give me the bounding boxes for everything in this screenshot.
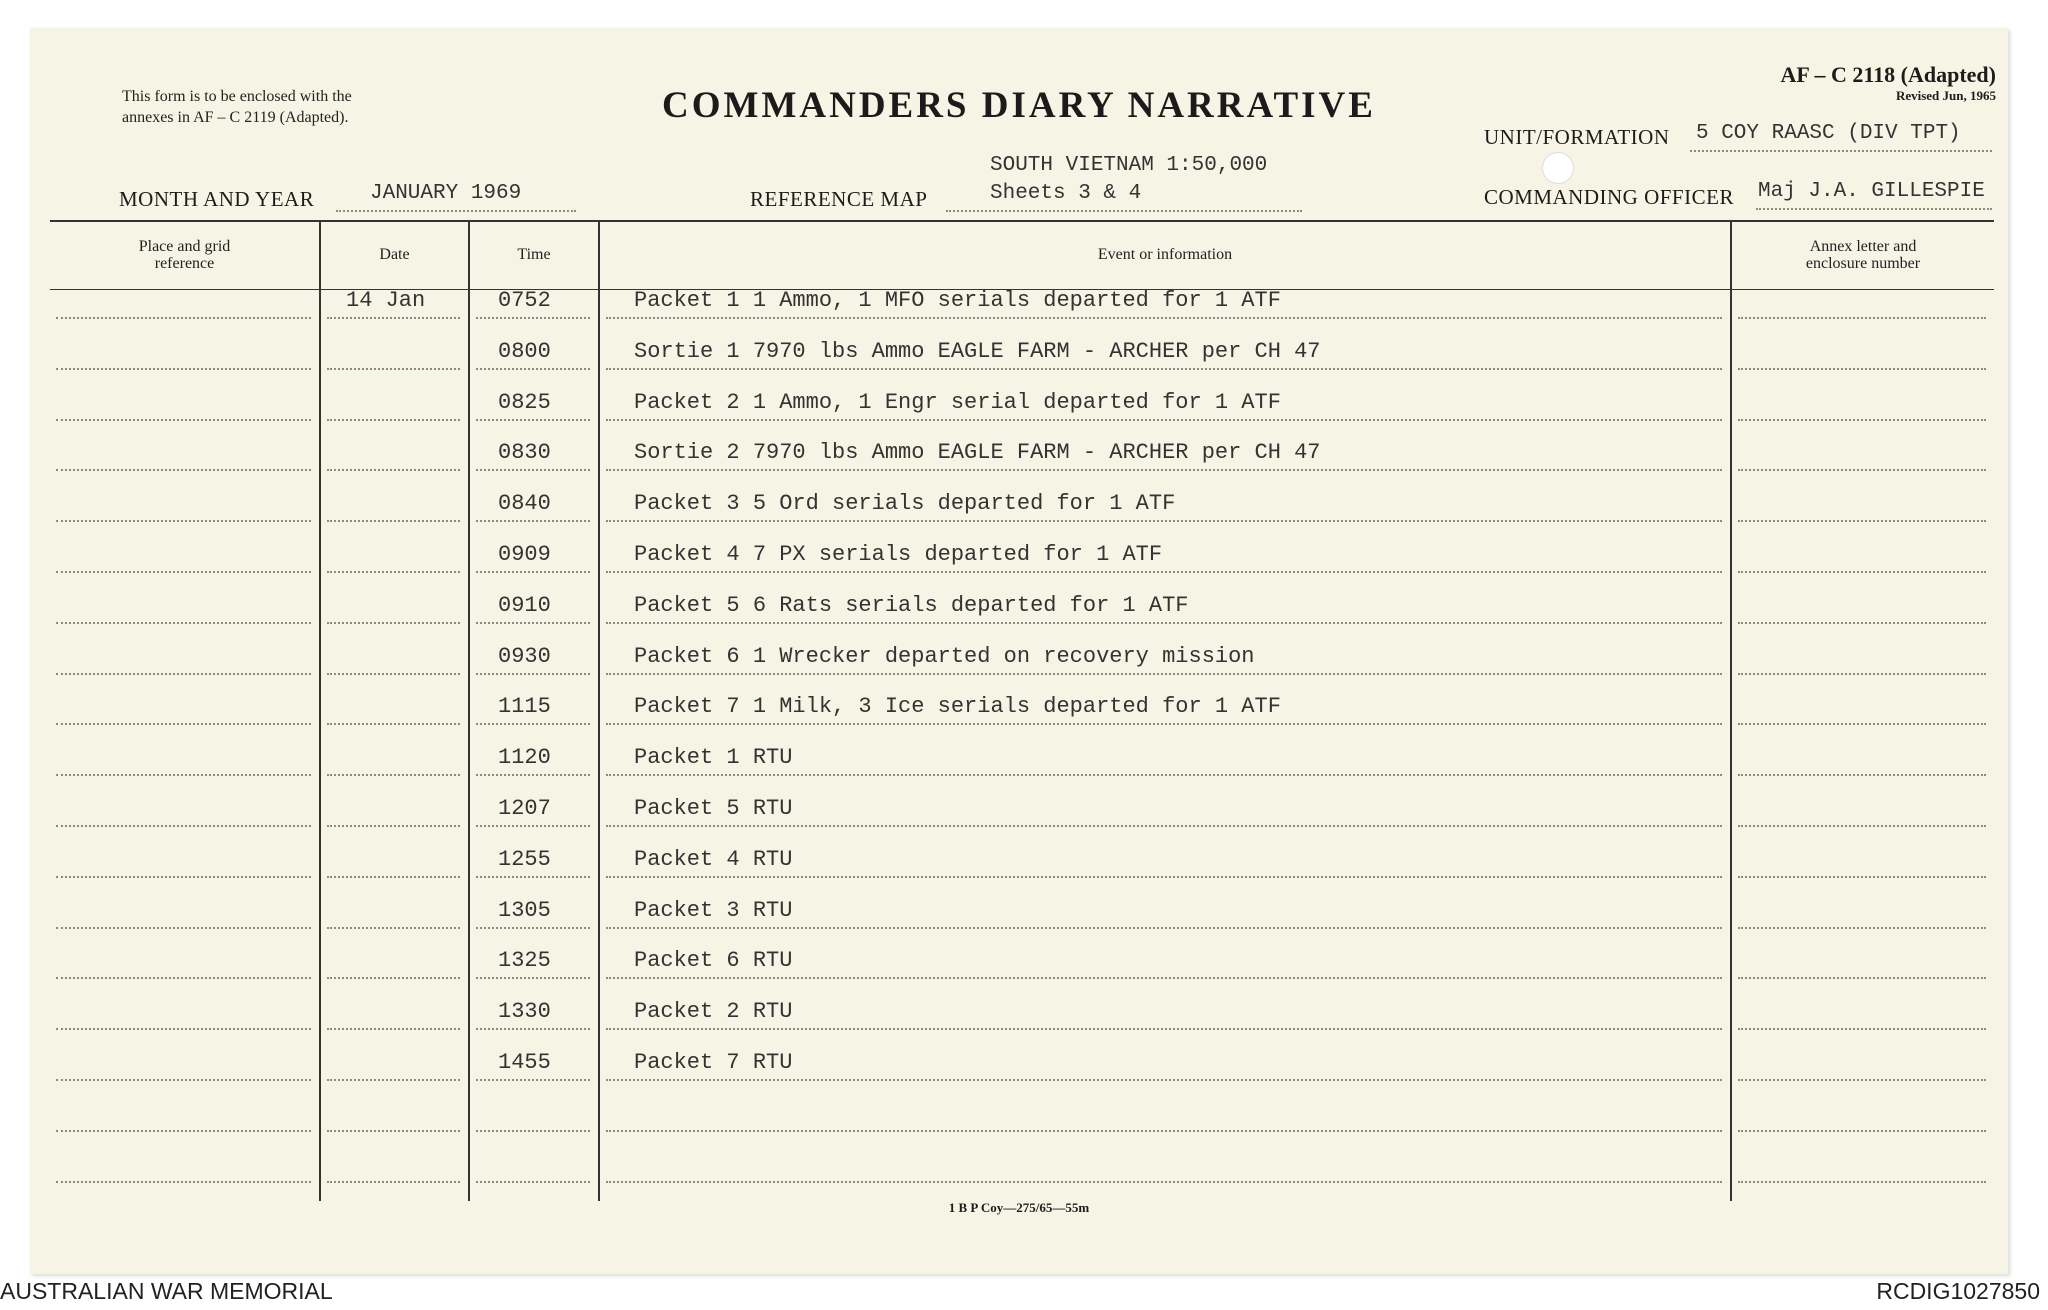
table-row <box>30 1132 2008 1183</box>
reference-map-dotline <box>946 210 1302 212</box>
entry-time: 1305 <box>498 897 551 923</box>
entry-event: Packet 6 RTU <box>634 948 793 974</box>
entry-event: Packet 3 RTU <box>634 897 793 923</box>
table-row <box>30 776 2008 827</box>
form-code: AF – C 2118 (Adapted) <box>1780 62 1996 87</box>
entry-event: Packet 3 5 Ord serials departed for 1 ATF <box>634 491 1176 517</box>
table-row <box>30 522 2008 573</box>
entry-event: Packet 1 1 Ammo, 1 MFO serials departed for 1 ATF <box>634 288 1281 313</box>
entry-time: 0800 <box>498 338 551 364</box>
table-row <box>30 624 2008 675</box>
entry-event: Packet 2 1 Ammo, 1 Engr serial departed for 1 ATF <box>634 389 1281 415</box>
column-header-place-line: Place and grid <box>138 238 231 255</box>
diary-form-sheet <box>30 28 2008 1274</box>
form-instruction-line: annexes in AF – C 2119 (Adapted). <box>122 109 349 126</box>
table-row <box>30 1081 2008 1132</box>
table-row <box>30 268 2008 319</box>
month-year-label: MONTH AND YEAR <box>119 187 315 211</box>
commanding-officer-label: COMMANDING OFFICER <box>1484 185 1734 209</box>
column-header-annex-line: Annex letter and <box>1809 238 1917 255</box>
row-dotline <box>1738 1181 1986 1183</box>
entry-time: 0830 <box>498 440 551 466</box>
column-header-place-line: reference <box>154 255 215 272</box>
entry-time: 1255 <box>498 846 551 872</box>
punch-hole <box>1542 152 1574 184</box>
unit-dotline <box>1690 150 1992 152</box>
entry-time: 1455 <box>498 1050 551 1075</box>
table-row <box>30 1030 2008 1081</box>
table-row <box>30 370 2008 421</box>
entry-event: Packet 6 1 Wrecker departed on recovery mission <box>634 643 1255 669</box>
watermark-id: RCDIG1027850 <box>1876 1278 2040 1304</box>
entry-date: 14 Jan <box>346 288 426 313</box>
entry-time: 0930 <box>498 643 551 669</box>
commanding-officer-dotline <box>1756 208 1992 210</box>
column-header-event: Event or information <box>1097 246 1233 263</box>
form-revised: Revised Jun, 1965 <box>1895 88 1996 103</box>
entry-event: Packet 7 1 Milk, 3 Ice serials departed for 1 ATF <box>634 694 1281 720</box>
table-row <box>30 471 2008 522</box>
unit-value: 5 COY RAASC (DIV TPT) <box>1696 122 1961 145</box>
row-dotline <box>606 1181 1722 1183</box>
reference-map-value: SOUTH VIETNAM 1:50,000 <box>990 154 1268 177</box>
entry-event: Packet 7 RTU <box>634 1050 793 1075</box>
entry-time: 0909 <box>498 542 551 567</box>
entry-time: 1207 <box>498 796 551 821</box>
entry-event: Packet 5 6 Rats serials departed for 1 ATF <box>634 592 1189 618</box>
entry-event: Packet 2 RTU <box>634 999 793 1025</box>
reference-map-label: REFERENCE MAP <box>750 187 928 211</box>
entry-event: Packet 1 RTU <box>634 745 793 771</box>
table-row <box>30 878 2008 929</box>
table-row <box>30 674 2008 725</box>
table-row <box>30 928 2008 979</box>
form-instruction-line: This form is to be enclosed with the <box>122 88 352 105</box>
print-code: 1 B P Coy—275/65—55m <box>948 1200 1090 1215</box>
column-header-annex <box>1732 238 1994 272</box>
month-year-value: JANUARY 1969 <box>370 182 522 205</box>
entry-event: Packet 5 RTU <box>634 796 793 821</box>
row-dotline <box>476 1181 590 1183</box>
table-row <box>30 420 2008 471</box>
commanding-officer-value: Maj J.A. GILLESPIE <box>1758 180 1985 203</box>
column-header-date: Date <box>379 246 410 263</box>
month-year-dotline <box>336 210 576 212</box>
table-top-rule <box>50 220 1994 222</box>
unit-label: UNIT/FORMATION <box>1484 125 1670 149</box>
row-dotline <box>327 1181 460 1183</box>
table-row <box>30 725 2008 776</box>
form-title: COMMANDERS DIARY NARRATIVE <box>662 85 1376 126</box>
entry-time: 1115 <box>498 694 551 720</box>
entry-time: 0910 <box>498 592 551 618</box>
column-header-annex-line: enclosure number <box>1805 255 1921 272</box>
entry-time: 0825 <box>498 389 551 415</box>
entry-time: 1120 <box>498 745 551 771</box>
entry-event: Sortie 2 7970 lbs Ammo EAGLE FARM - ARCHER per CH 47 <box>634 440 1321 466</box>
table-row <box>30 319 2008 370</box>
watermark-source: AUSTRALIAN WAR MEMORIAL <box>0 1278 333 1304</box>
reference-map-sheets: Sheets 3 & 4 <box>990 182 1142 205</box>
table-row <box>30 979 2008 1030</box>
table-row <box>30 827 2008 878</box>
entry-time: 1325 <box>498 948 551 974</box>
entry-time: 0752 <box>498 288 551 313</box>
entry-time: 1330 <box>498 999 551 1025</box>
column-header-place <box>50 238 319 272</box>
table-row <box>30 573 2008 624</box>
entry-event: Sortie 1 7970 lbs Ammo EAGLE FARM - ARCHER per CH 47 <box>634 338 1321 364</box>
entry-time: 0840 <box>498 491 551 517</box>
column-header-time: Time <box>517 246 551 263</box>
entry-event: Packet 4 RTU <box>634 846 793 872</box>
entry-event: Packet 4 7 PX serials departed for 1 ATF <box>634 542 1163 567</box>
row-dotline <box>56 1181 311 1183</box>
